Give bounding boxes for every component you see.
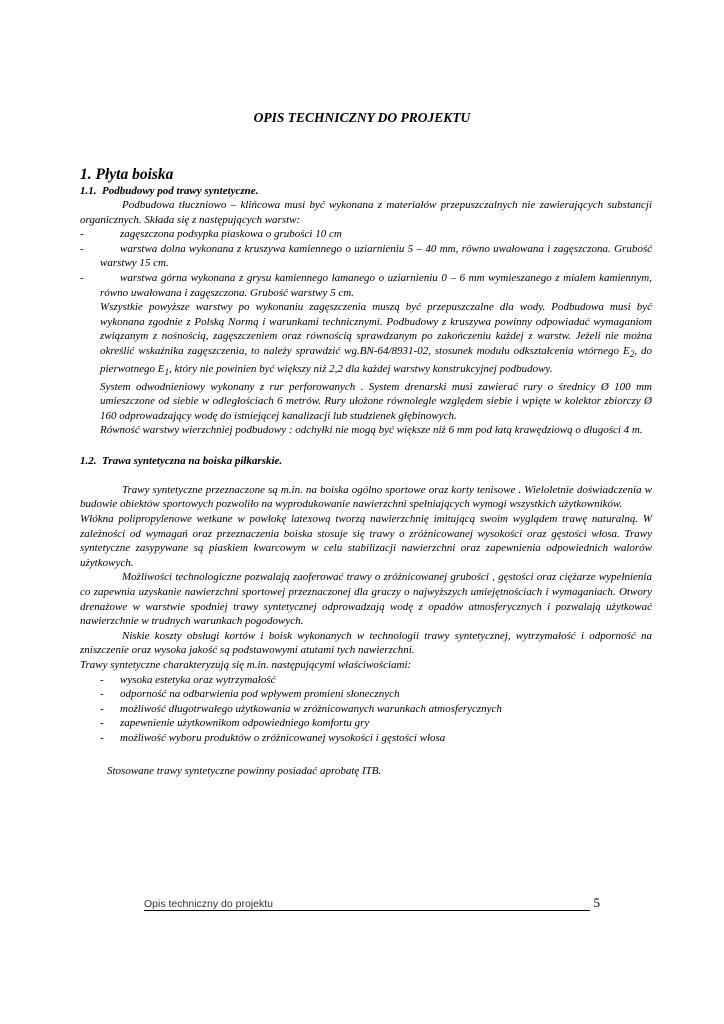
list-item bbox=[80, 242, 652, 271]
dash-marker: - bbox=[100, 688, 104, 701]
document-title: OPIS TECHNICZNY DO PROJEKTU bbox=[253, 110, 471, 125]
list-item bbox=[80, 227, 652, 242]
layer-text: zagęszczona podsypka piaskowa o grubości 10 cm bbox=[120, 228, 342, 241]
paragraph-intro: Podbudowa tłuczniowo – klińcowa musi być wykonana z materiałów przepuszczalnych nie zawierających substancji organicznych. Składa się z następujących warstw: bbox=[80, 199, 652, 226]
document-body bbox=[80, 166, 652, 778]
dash-marker: - bbox=[100, 673, 104, 686]
subsection-number: 1.1. bbox=[80, 185, 97, 197]
subsection-title: Trawa syntetyczna na boiska piłkarskie. bbox=[102, 454, 283, 467]
dash-marker: - bbox=[100, 717, 104, 730]
dash-marker: - bbox=[80, 242, 84, 255]
section-heading-1: 1. Płyta boiska bbox=[80, 166, 174, 183]
paragraph-permeability: Wszystkie powyższe warstwy po wykonaniu zagęszczenia muszą być przepuszczalne dla wody. Podbudowa musi być wykonana zgodnie z Polską Normą i warunkami technicznymi. Podbudowy z kruszywa powinny odpowiadać wymaganiom związanym z nośnością, zagęszczeniem oraz równością sprawdzanym po zakończeniu każdej z warstw. Jeżeli nie można określić wskaźnika zagęszczenia, to należy sprawdzić wg.BN-64/8931-02, stosunek modułu odkształcenia wtórnego $E_2$, do pierwotnego $E_1$, który nie powinien być większy niż 2,2 dla każdej warstwy konstrukcyjnej podbudowy. bbox=[100, 301, 653, 377]
feature-text: odporność na odbarwienia pod wpływem promieni słonecznych bbox=[120, 688, 400, 701]
subsection-number: 1.2. bbox=[80, 454, 97, 467]
footer-rule bbox=[144, 910, 590, 911]
page-number: 5 bbox=[593, 895, 600, 910]
list-item bbox=[100, 687, 652, 702]
layer-text: warstwa górna wykonana z grysu kamiennego łamanego o uziarnieniu 0 – 6 mm wymieszanego z miałem kamiennym, równo uwałowana i zagęszczona. Grubość warstwy 5 cm. bbox=[100, 271, 652, 299]
dash-marker: - bbox=[100, 702, 104, 715]
list-item bbox=[100, 716, 652, 731]
dash-marker: - bbox=[100, 731, 104, 744]
dash-marker: - bbox=[80, 271, 84, 284]
paragraph-fibers: Włókna polipropylenowe wetkane w powłokę latexową tworzą nawierzchnię imitującą swoim wyglądem trawę naturalną. W zależności od wymagań oraz przeznaczenia boiska stosuje się trawy o zróżnicowanej wysokości oraz gęstości włosa. Trawy syntetyczne zasypywane są piaskiem kwarcowym w celu stabilizacji nawierzchni oraz zapewnienia odpowiednich walorów użytkowych. bbox=[80, 513, 652, 569]
layer-text: warstwa dolna wykonana z kruszywa kamiennego o uziarnieniu 5 – 40 mm, równo uwałowana i zagęszczona. Grubość warstwy 15 cm. bbox=[100, 242, 652, 270]
paragraph-evenness: Równość warstwy wierzchniej podbudowy : odchyłki nie mogą być większe niż 6 mm pod łatą krawędziową o długości 4 m. bbox=[100, 424, 643, 437]
footer-title: Opis techniczny do projektu bbox=[144, 898, 273, 910]
feature-text: możliwość długotrwałego użytkowania w zróżnicowanych warunkach atmosferycznych bbox=[120, 702, 502, 715]
list-item bbox=[80, 271, 652, 300]
feature-text: zapewnienie użytkownikom odpowiedniego komfortu gry bbox=[120, 717, 370, 730]
paragraph-technology: Możliwości technologiczne pozwalają zaoferować trawy o zróżnicowanej grubości , gęstości oraz ciężarze wypełnienia co zapewnia uzyskanie nawierzchni sportowej przeznaczonej dla graczy o najwyższych umiejętnościach i wymaganiach. Otwory drenażowe w warstwie spodniej trawy syntetycznej odprowadzają wodę z opadów atmosferycznych i pozwalają użytkować nawierzchnie w trudnych warunkach pogodowych. bbox=[80, 571, 652, 628]
list-item bbox=[100, 731, 652, 746]
page-footer bbox=[144, 896, 600, 912]
paragraph-costs: Niskie koszty obsługi kortów i boisk wykonanych w technologii trawy syntetycznej, wytrzymałość i odporność na zniszczenie oraz wysoka jakość są podstawowymi atutami tych nawierzchni. bbox=[80, 629, 652, 657]
subsection-heading-1-1 bbox=[80, 184, 652, 198]
feature-text: możliwość wyboru produktów o zróżnicowanej wysokości i gęstości włosa bbox=[120, 731, 446, 744]
feature-text: wysoka estetyka oraz wytrzymałość bbox=[120, 673, 276, 686]
paragraph-properties-lead: Trawy syntetyczne charakteryzują się m.in. następującymi właściwościami: bbox=[80, 659, 412, 671]
dash-marker: - bbox=[80, 228, 84, 241]
subsection-heading-1-2 bbox=[80, 454, 652, 468]
subsection-title: Podbudowy pod trawy syntetyczne. bbox=[102, 185, 259, 197]
paragraph-closing: Stosowane trawy syntetyczne powinny posiadać aprobatę ITB. bbox=[107, 764, 382, 777]
paragraph-turf-intro: Trawy syntetyczne przeznaczone są m.in. na boiska ogólno sportowe oraz korty tenisowe . Wieloletnie doświadczenia w budowie obiektów sportowych pozwoliło na wyprodukowanie nawierzchni spełniających wymogi wszystkich użytkowników. bbox=[80, 483, 652, 511]
paragraph-drainage: System odwodnieniowy wykonany z rur perforowanych . System drenarski musi zawierać rury o średnicy Ø 100 mm umieszczone od siebie w odległościach 6 metrów. Rury ułożone równolegle względem siebie i wpięte w kolektor zbiorczy Ø 160 odprowadzający wodę do istniejącej kanalizacji lub studzienek głębinowych. bbox=[100, 380, 652, 422]
list-item bbox=[100, 673, 652, 688]
list-item bbox=[100, 702, 652, 717]
